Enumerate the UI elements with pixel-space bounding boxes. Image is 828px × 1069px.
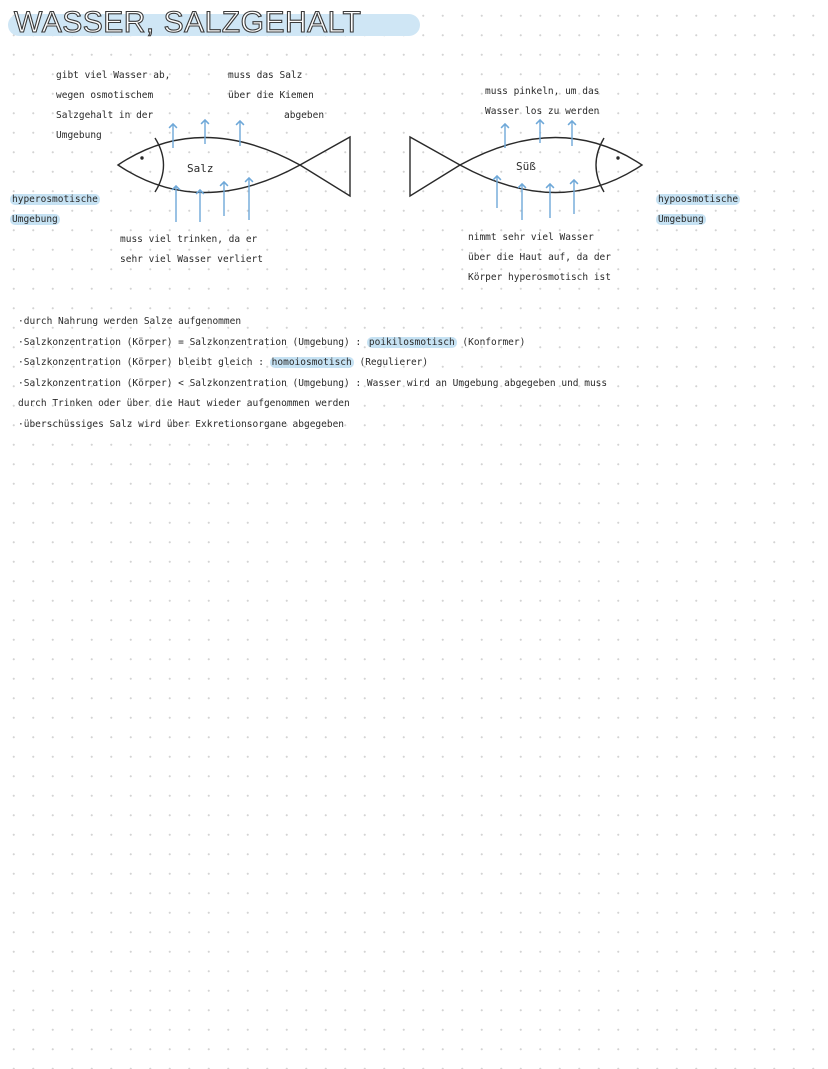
- note-line: Körper hyperosmotisch ist: [468, 272, 611, 283]
- bullet-text: ·Salzkonzentration (Körper) bleibt gleich :: [18, 357, 270, 368]
- saltwater-gill-note: [228, 66, 324, 126]
- bullet-item: [18, 333, 607, 354]
- note-line: nimmt sehr viel Wasser: [468, 232, 594, 243]
- saltwater-loss-note: [56, 66, 170, 146]
- freshwater-fish-label: Süß: [516, 160, 536, 173]
- bullet-item: ·Salzkonzentration (Körper) < Salzkonzentration (Umgebung) : Wasser wird an Umgebung abgegeben und muss: [18, 377, 608, 389]
- note-line: muss das Salz: [228, 70, 303, 81]
- note-line: Umgebung: [56, 130, 102, 141]
- freshwater-fish-eye: [616, 156, 619, 159]
- bullet-list: [18, 312, 607, 435]
- freshwater-fish-gill: [596, 138, 604, 192]
- note-line: abgeben: [284, 110, 325, 121]
- saltwater-drink-note: [120, 230, 263, 270]
- freshwater-arrows-out: [505, 120, 572, 148]
- saltwater-arrows-in: [176, 178, 249, 222]
- saltwater-fish-tail: [300, 137, 350, 196]
- bullet-item: ·durch Nahrung werden Salze aufgenommen: [18, 316, 242, 327]
- note-line: gibt viel Wasser ab,: [56, 70, 171, 81]
- term-highlight: homoiosmotisch: [271, 357, 352, 368]
- note-line: sehr viel Wasser verliert: [120, 254, 263, 265]
- note-line: über die Kiemen: [228, 90, 314, 101]
- freshwater-fish-body: [460, 138, 642, 193]
- term-highlight: poikilosmotisch: [368, 336, 455, 348]
- bullet-text: (Regulierer): [353, 357, 429, 368]
- environment-highlight: Umgebung: [658, 214, 704, 225]
- bullet-item-continued: durch Trinken oder über die Haut wieder aufgenommen werden: [18, 398, 350, 409]
- saltwater-fish-label: Salz: [187, 162, 214, 175]
- bullet-text: (Konformer): [456, 336, 526, 348]
- environment-highlight: Umgebung: [12, 214, 58, 225]
- saltwater-fish-eye: [140, 156, 143, 159]
- freshwater-arrows-in: [497, 176, 574, 220]
- freshwater-fish-tail: [410, 137, 460, 196]
- note-line: Wasser los zu werden: [485, 106, 600, 117]
- note-line: wegen osmotischem: [56, 90, 154, 101]
- bullet-item: ·überschüssiges Salz wird über Exkretionsorgane abgegeben: [18, 418, 345, 430]
- note-line: muss pinkeln, um das: [485, 86, 600, 97]
- page-title: WASSER, SALZGEHALT: [14, 6, 362, 39]
- freshwater-urine-note: [485, 82, 599, 122]
- freshwater-absorb-note: [468, 228, 611, 288]
- environment-highlight: hypoosmotische: [658, 194, 739, 205]
- bullet-text: ·Salzkonzentration (Körper) = Salzkonzentration (Umgebung) :: [18, 336, 367, 348]
- environment-highlight: hyperosmotische: [12, 194, 98, 205]
- freshwater-environment-note: [656, 190, 740, 230]
- note-line: muss viel trinken, da er: [120, 234, 258, 245]
- saltwater-environment-note: [10, 190, 100, 230]
- note-line: über die Haut auf, da der: [468, 252, 611, 263]
- bullet-item: [18, 353, 607, 374]
- note-line: Salzgehalt in der: [56, 110, 154, 121]
